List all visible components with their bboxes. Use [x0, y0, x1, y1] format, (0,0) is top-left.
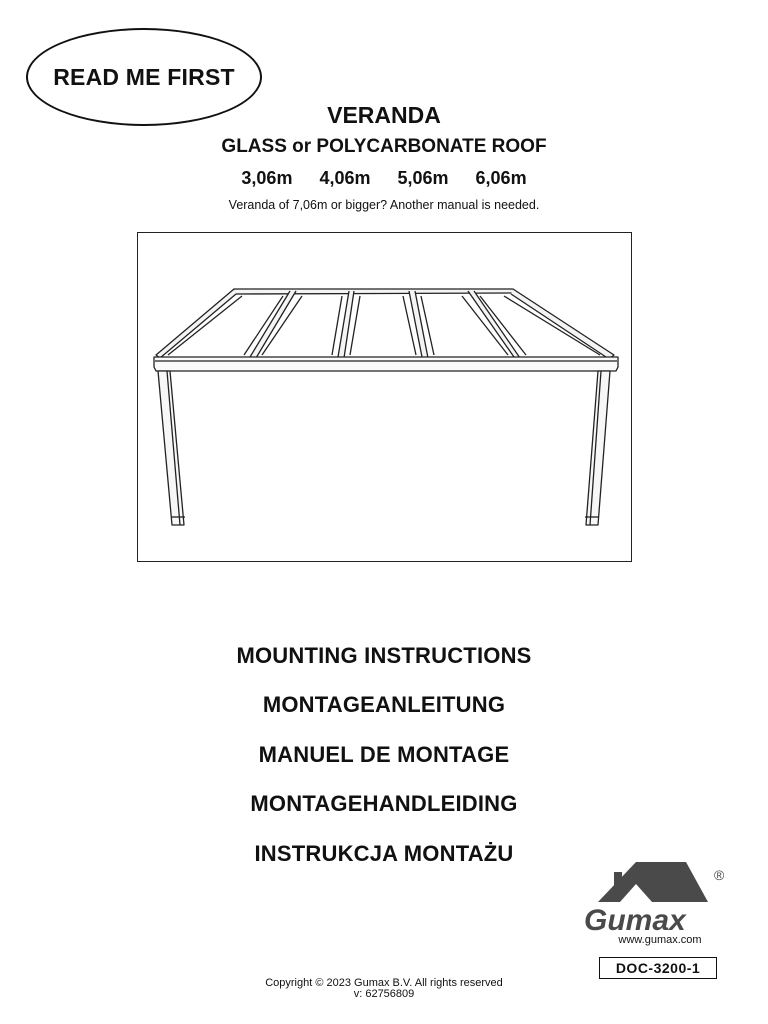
product-subtitle: GLASS or POLYCARBONATE ROOF [221, 136, 547, 157]
instructions-english: MOUNTING INSTRUCTIONS [236, 643, 532, 668]
instructions-dutch: MONTAGEHANDLEIDING [250, 791, 518, 816]
version-text: v: 62756809 [353, 988, 415, 1000]
website-link[interactable]: www.gumax.com [618, 934, 702, 946]
brand-name: Gumax [584, 904, 686, 937]
product-sizes: 3,06m 4,06m 5,06m 6,06m [241, 168, 527, 188]
gumax-logo [580, 858, 740, 938]
document-code-badge [599, 957, 717, 979]
instructions-german: MONTAGEANLEITUNG [262, 692, 506, 717]
copyright-text: Copyright © 2023 Gumax B.V. All rights reserved [265, 977, 503, 989]
instructions-polish: INSTRUKCJA MONTAŻU [254, 841, 514, 866]
instructions-french: MANUEL DE MONTAGE [258, 742, 510, 767]
veranda-illustration [137, 232, 632, 562]
size-note: Veranda of 7,06m or bigger? Another manual is needed. [228, 198, 540, 212]
registered-mark: ® [714, 867, 725, 883]
product-title: VERANDA [327, 102, 441, 128]
veranda-drawing-icon [138, 233, 631, 561]
gumax-house-logo-icon [580, 858, 740, 938]
document-code: DOC-3200-1 [615, 960, 701, 976]
read-me-first-text: READ ME FIRST [53, 63, 235, 90]
